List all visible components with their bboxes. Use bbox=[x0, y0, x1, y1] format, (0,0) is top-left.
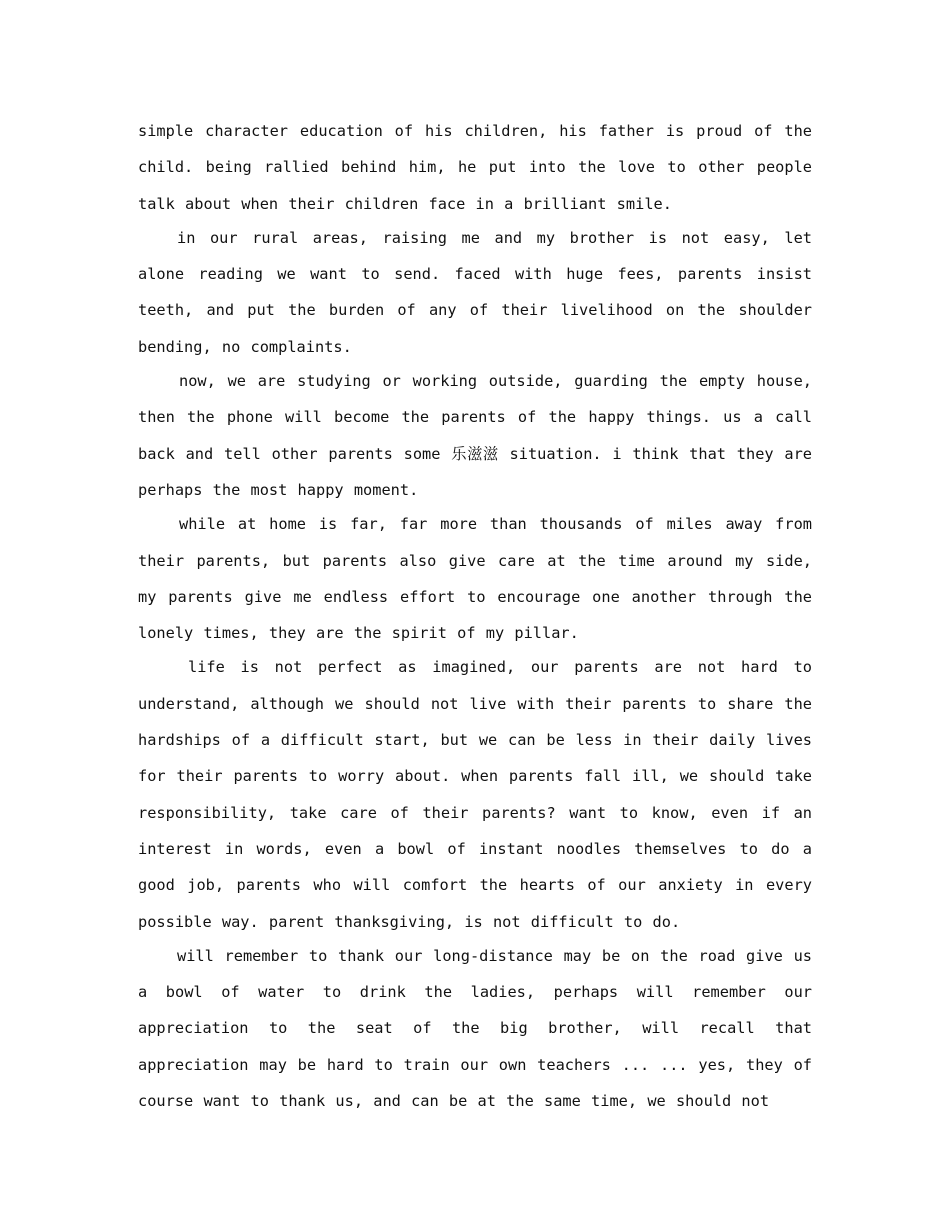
paragraph-2: in our rural areas, raising me and my brother is not easy, let alone reading we want to send. faced with huge fees, parents insist teeth, and put the burden of any of their livelihood on the shoulder bending, no complaints. bbox=[138, 228, 812, 356]
paragraph-3: now, we are studying or working outside, guarding the empty house, then the phone will become the parents of the happy things. us a call back and tell other parents some 乐滋滋 situation. i think that they are perhaps the most happy moment. bbox=[138, 372, 812, 499]
paragraph-6: will remember to thank our long-distance may be on the road give us a bowl of water to drink the ladies, perhaps will remember our appreciation to the seat of the big brother, will recall that appreciation may be hard to train our own teachers ... ... yes, they of course want to thank us, and can be at the same time, we should not bbox=[138, 946, 812, 1111]
paragraph-4: while at home is far, far more than thousands of miles away from their parents, but parents also give care at the time around my side, my parents give me endless effort to encourage one another through the lonely times, they are the spirit of my pillar. bbox=[138, 515, 812, 643]
paragraph-5: life is not perfect as imagined, our parents are not hard to understand, although we should not live with their parents to share the hardships of a difficult start, but we can be less in their daily lives for their parents to worry about. when parents fall ill, we should take responsibility, take care of their parents? want to know, even if an interest in words, even a bowl of instant noodles themselves to do a good job, parents who will comfort the hearts of our anxiety in every possible way. parent thanksgiving, is not difficult to do. bbox=[138, 658, 812, 931]
document-body bbox=[138, 113, 812, 1117]
paragraph-1: simple character education of his children, his father is proud of the child. being rallied behind him, he put into the love to other people talk about when their children face in a brilliant smile. bbox=[138, 122, 812, 213]
